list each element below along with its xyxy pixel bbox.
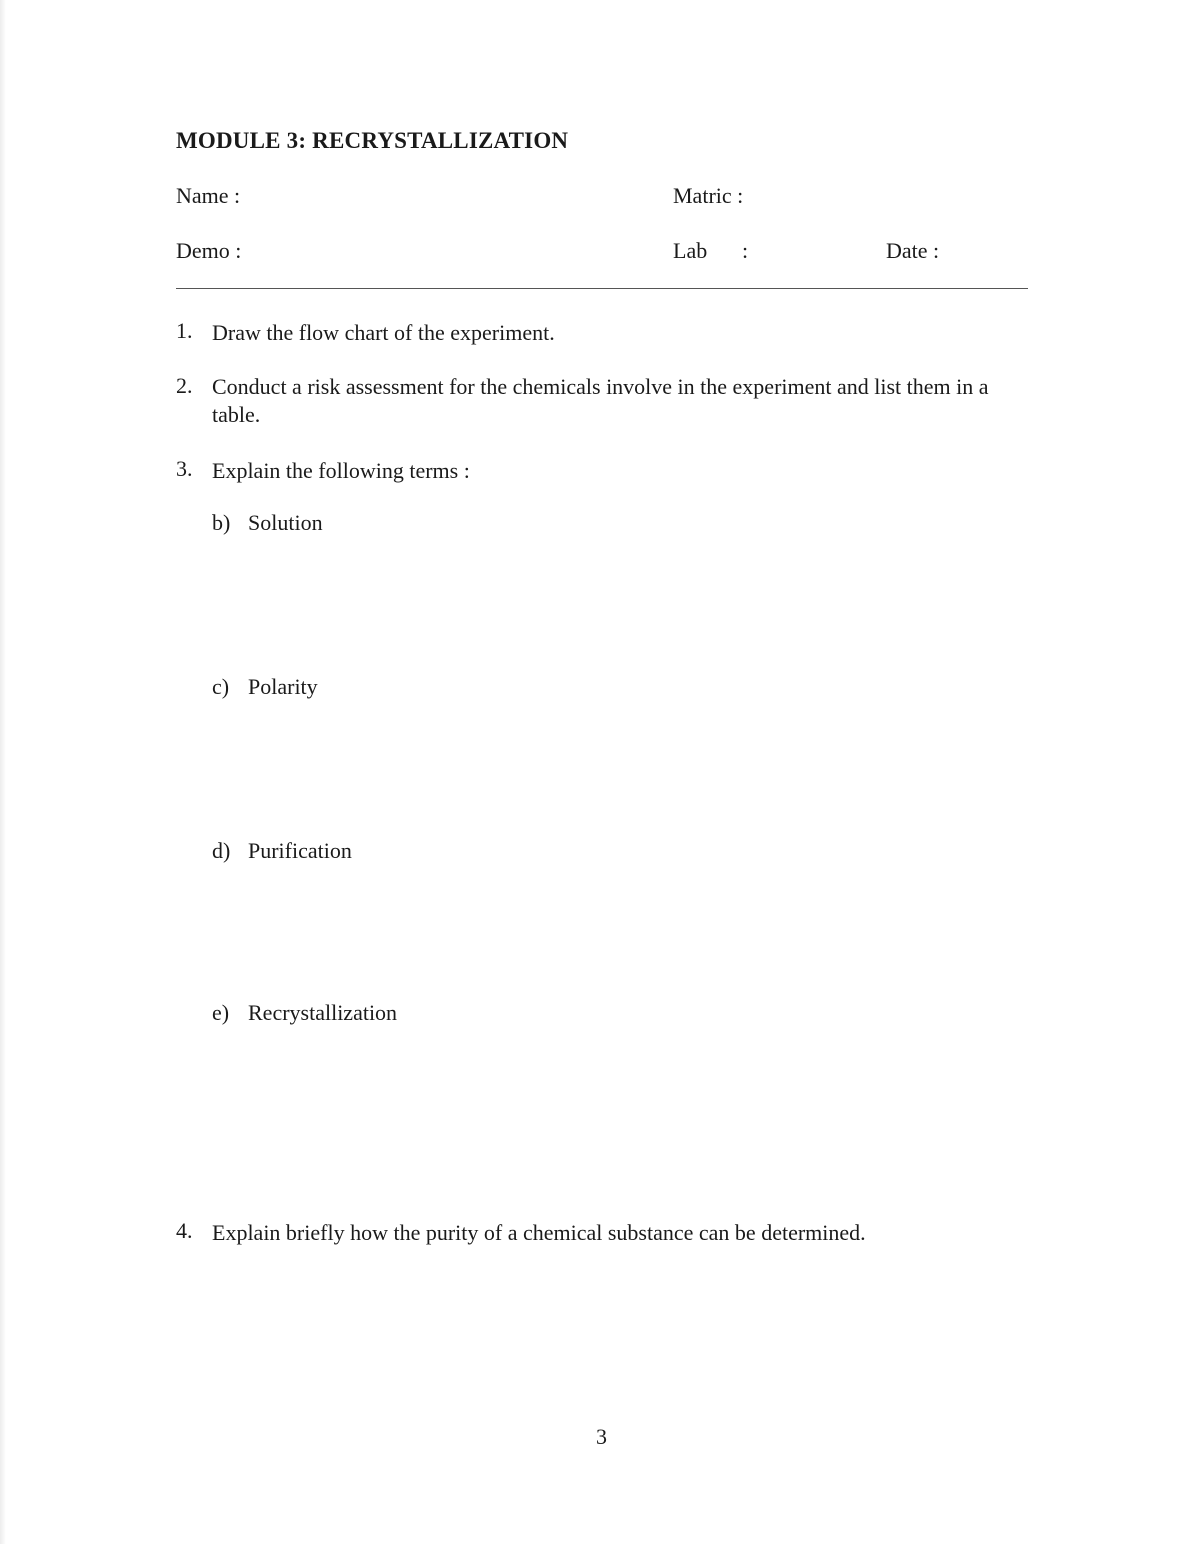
question-text: Draw the flow chart of the experiment. (212, 320, 555, 345)
term-label: Recrystallization (248, 1000, 398, 1025)
term-label: Purification (248, 838, 352, 863)
term-label: Solution (248, 510, 323, 535)
page-number: 3 (596, 1424, 607, 1449)
page-edge-shadow (0, 0, 6, 1544)
term-label: Polarity (248, 674, 318, 699)
question-number: 3. (176, 456, 193, 481)
question-number: 1. (176, 318, 193, 343)
question-text: Explain the following terms : (212, 458, 470, 483)
name-label: Name : (176, 183, 241, 208)
question-number: 2. (176, 373, 193, 398)
demo-label: Demo : (176, 238, 242, 263)
module-title: MODULE 3: RECRYSTALLIZATION (176, 128, 569, 153)
question-text: Conduct a risk assessment for the chemicals involve in the experiment and list them in a table. (212, 374, 989, 427)
lab-label: Lab (673, 238, 708, 263)
term-letter: c) (212, 674, 230, 699)
matric-label: Matric : (673, 183, 744, 208)
term-letter: d) (212, 838, 231, 863)
lab-colon: : (742, 238, 749, 263)
header-divider (176, 288, 1028, 289)
date-label: Date : (886, 238, 940, 263)
term-letter: b) (212, 510, 231, 535)
question-text: Explain briefly how the purity of a chemical substance can be determined. (212, 1220, 866, 1245)
term-letter: e) (212, 1000, 230, 1025)
question-number: 4. (176, 1218, 193, 1243)
